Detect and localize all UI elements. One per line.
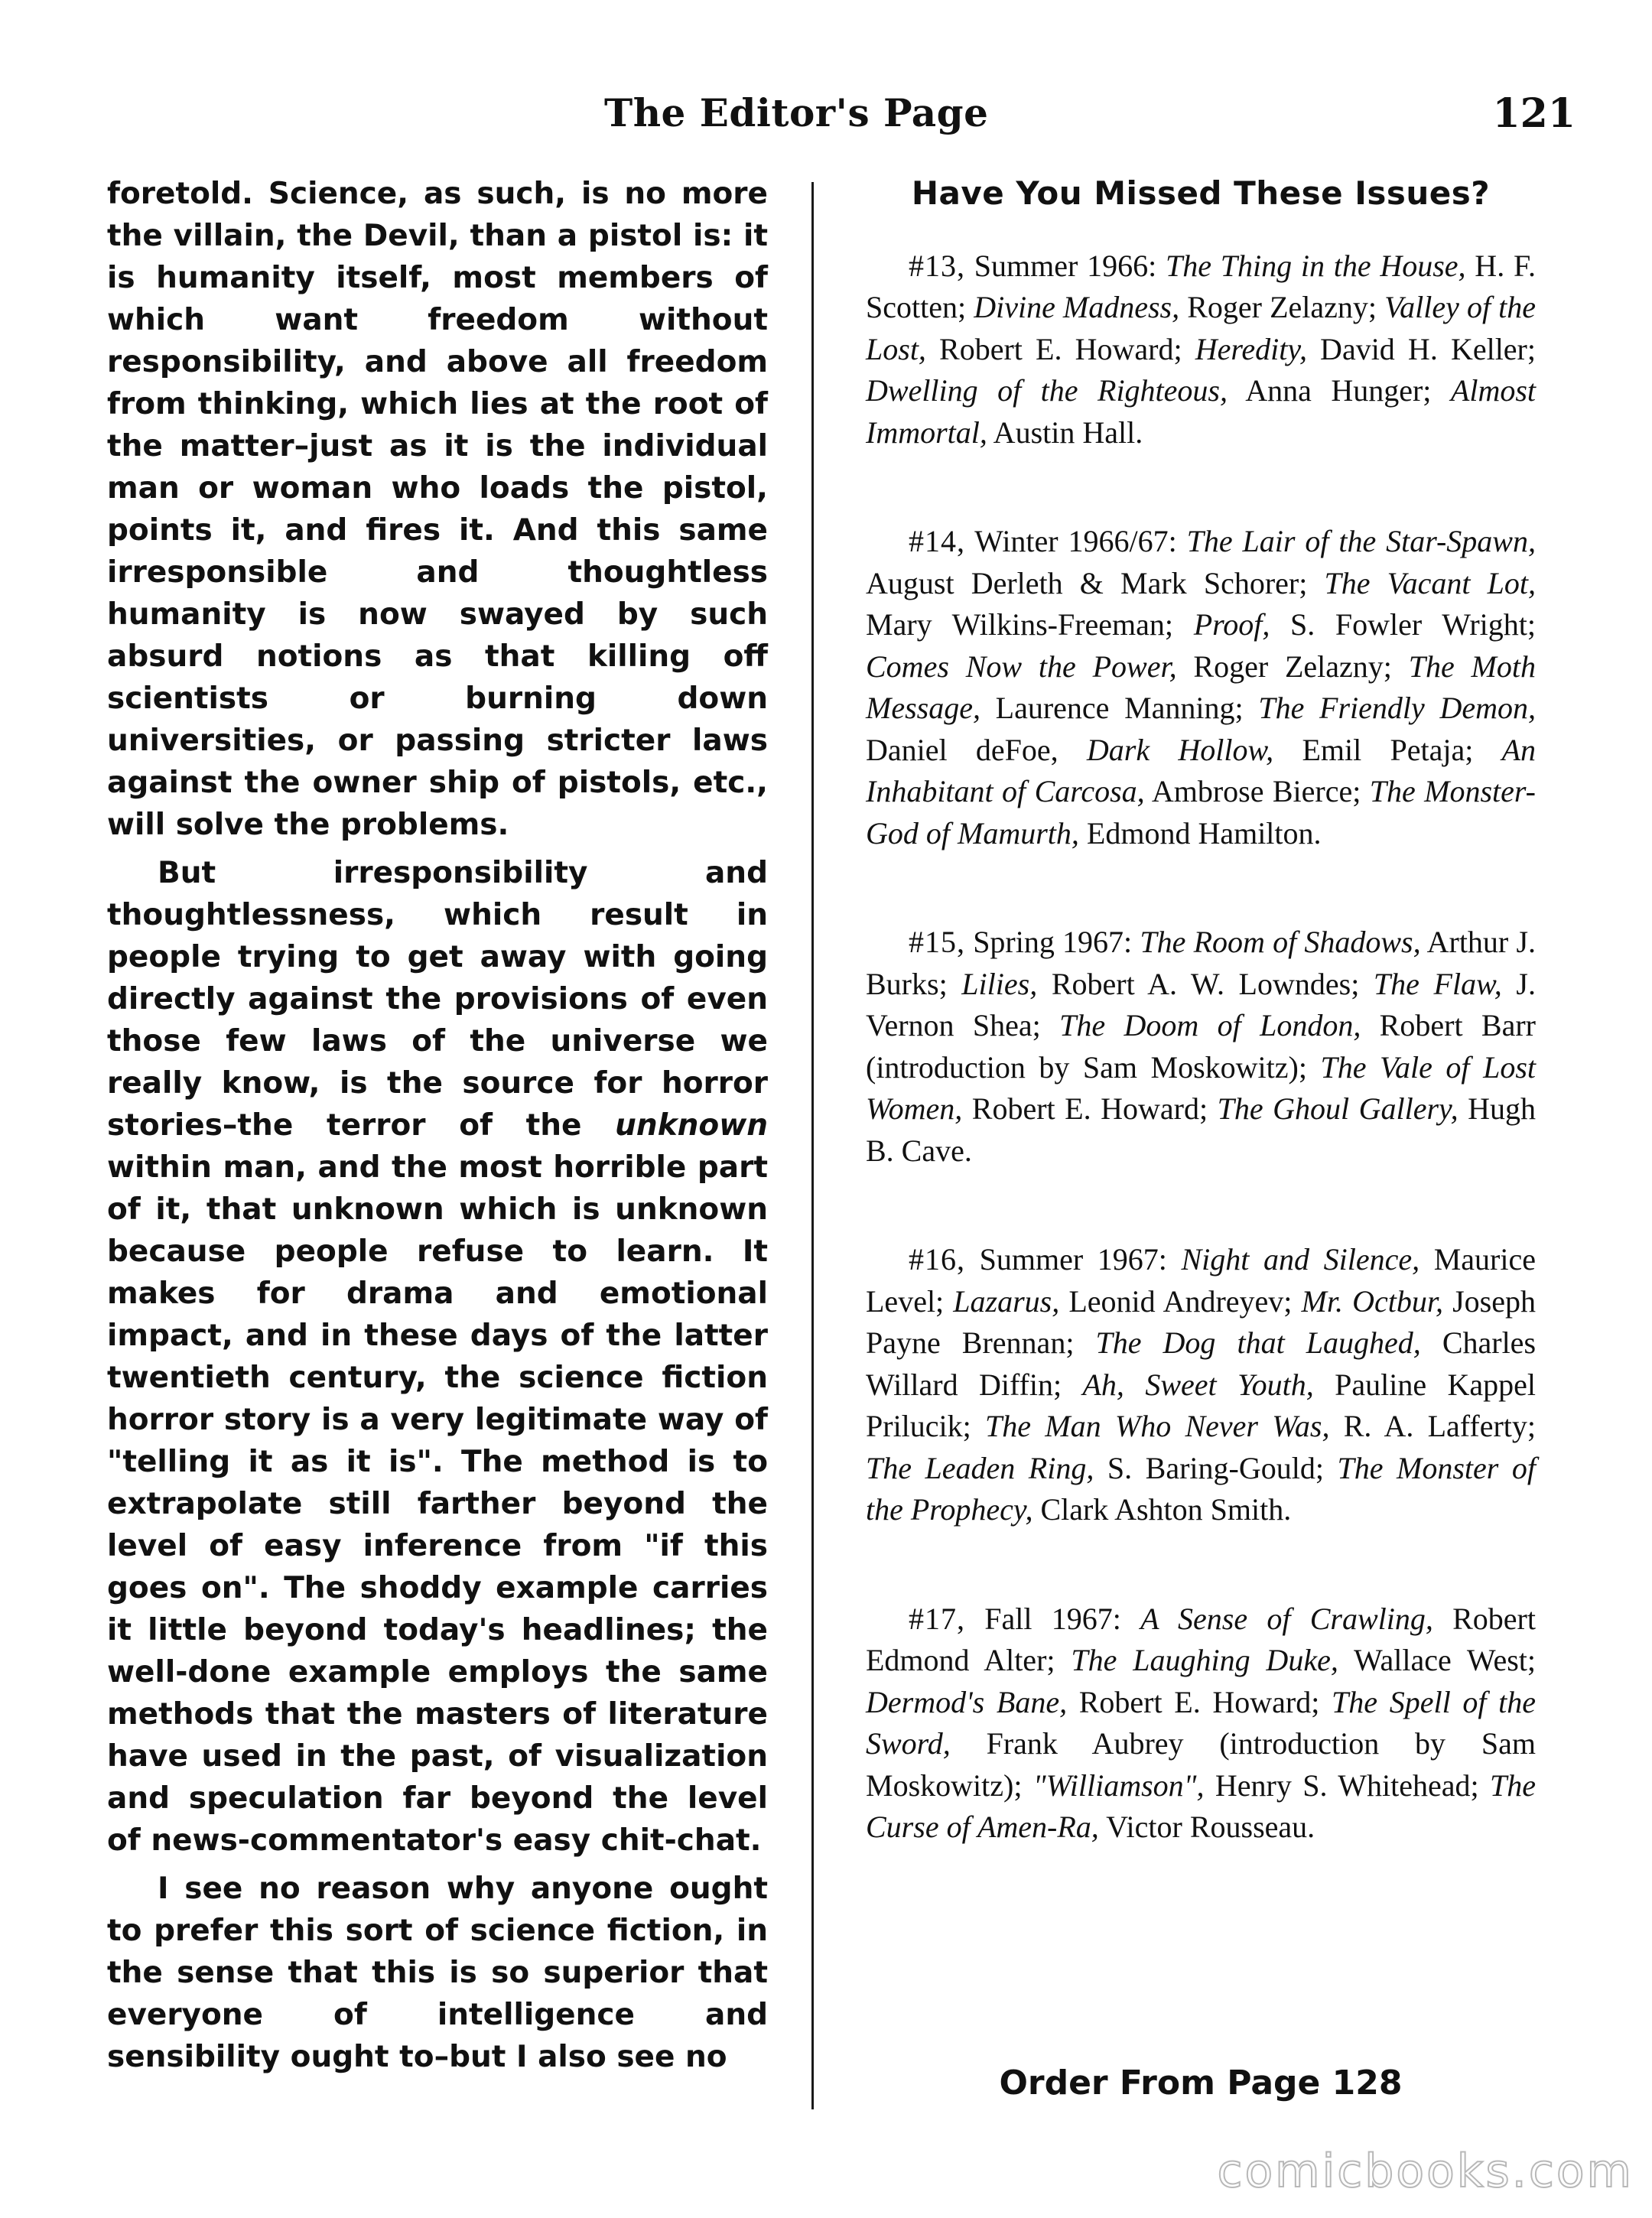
- story-author: S. Baring-Gould;: [1094, 1450, 1338, 1485]
- issue-number: #16,: [909, 1242, 965, 1276]
- story-title: The Thing in the House,: [1165, 248, 1466, 283]
- story-title: Night and Silence,: [1181, 1242, 1420, 1276]
- story-author: J. Vernon Shea;: [866, 966, 1536, 1042]
- issue-date: Summer 1967:: [965, 1242, 1182, 1276]
- story-title: "Williamson",: [1032, 1768, 1205, 1803]
- sidebar-heading: Have You Missed These Issues?: [911, 174, 1491, 212]
- story-title: An Inhabitant of Carcosa,: [866, 732, 1537, 808]
- story-author: Ambrose Bierce;: [1144, 774, 1370, 808]
- story-title: The Vacant Lot,: [1324, 565, 1536, 600]
- story-title: The Leaden Ring,: [866, 1450, 1094, 1485]
- story-author: Leonid Andreyev;: [1059, 1283, 1302, 1319]
- story-title: The Dog that Laughed,: [1095, 1325, 1421, 1360]
- story-title: The Monster of the Prophecy,: [866, 1450, 1536, 1527]
- story-author: Clark Ashton Smith.: [1032, 1492, 1292, 1527]
- issue-listing: [866, 246, 1536, 454]
- issue-date: Summer 1966:: [965, 248, 1166, 283]
- story-author: Charles Willard Diffin;: [866, 1325, 1537, 1402]
- story-title: The Friendly Demon,: [1258, 691, 1536, 725]
- story-title: Comes Now the Power,: [866, 649, 1177, 684]
- issue-date: Spring 1967:: [965, 925, 1140, 959]
- story-author: R. A. Lafferty;: [1329, 1409, 1536, 1443]
- issue-number: #14,: [909, 524, 965, 558]
- story-author: Edmond Hamilton.: [1078, 815, 1322, 850]
- story-title: The Room of Shadows,: [1140, 925, 1421, 959]
- paragraph: I see no reason why anyone ought to prefer this sort of science fiction, in the sense that this is so superior that everyone of intelligence and sensibility ought to–but I also see no: [107, 1872, 768, 2074]
- story-title: The Man Who Never Was,: [985, 1409, 1330, 1443]
- running-title: The Editor's Page: [604, 90, 989, 135]
- story-title: The Ghoul Gallery,: [1217, 1091, 1459, 1126]
- story-author: David H. Keller;: [1306, 331, 1536, 366]
- story-author: S. Fowler Wright;: [1270, 607, 1537, 642]
- order-line: Order From Page 128: [999, 2064, 1403, 2103]
- issue-number: #13,: [909, 248, 965, 283]
- story-title: Dermod's Bane,: [866, 1684, 1068, 1719]
- story-title: Lazarus,: [953, 1283, 1060, 1319]
- story-author: August Derleth & Mark Schorer;: [866, 565, 1325, 600]
- story-author: Austin Hall.: [987, 415, 1143, 450]
- paragraph-text: But irresponsibility and thoughtlessness, which result in people trying to get away with going directly against the provisions of even those few laws of the universe we really know, is the source for horror stories–the terror of the: [107, 856, 768, 1143]
- story-author: Emil Petaja;: [1273, 732, 1502, 767]
- story-title: The Spell of the Sword,: [866, 1684, 1537, 1761]
- page-number: 121: [1492, 90, 1576, 137]
- story-author: Robert E. Howard;: [925, 331, 1195, 366]
- issue-listing: [866, 922, 1536, 1172]
- story-title: The Doom of London,: [1059, 1008, 1361, 1042]
- story-author: Henry S. Whitehead;: [1204, 1768, 1490, 1803]
- story-author: Joseph Payne Brennan;: [866, 1283, 1537, 1360]
- issue-number: #15,: [909, 925, 965, 959]
- story-author: Victor Rousseau.: [1098, 1810, 1315, 1844]
- watermark: comicbooks.com: [1217, 2145, 1634, 2198]
- story-author: Wallace West;: [1338, 1643, 1536, 1677]
- story-title: Valley of the Lost,: [866, 290, 1537, 366]
- story-author: Mary Wilkins-Freeman;: [866, 607, 1194, 642]
- issues-list: [866, 246, 1536, 1849]
- story-title: Mr. Octbur,: [1301, 1283, 1443, 1319]
- paragraph: [107, 852, 768, 1862]
- story-title: Dark Hollow,: [1086, 732, 1274, 767]
- story-title: Lilies,: [961, 966, 1038, 1001]
- story-author: Roger Zelazny;: [1176, 649, 1409, 684]
- story-author: Anna Hunger;: [1228, 373, 1451, 408]
- story-author: Robert E. Howard;: [1067, 1684, 1332, 1719]
- column-divider: [811, 182, 814, 2109]
- story-author: Daniel deFoe,: [866, 732, 1087, 767]
- story-author: Robert A. W. Lowndes;: [1037, 966, 1374, 1001]
- issue-listing: [866, 1239, 1536, 1531]
- story-author: Arthur J. Burks;: [866, 925, 1537, 1001]
- issue-number: #17,: [909, 1601, 965, 1636]
- story-author: Laurence Manning;: [980, 691, 1259, 725]
- editorial-column: [107, 173, 768, 2084]
- story-title: The Moth Message,: [866, 649, 1536, 725]
- story-author: Hugh B. Cave.: [866, 1091, 1537, 1168]
- back-issues-sidebar: [866, 173, 1536, 1916]
- story-author: Frank Aubrey (introduction by Sam Moskowitz);: [866, 1726, 1536, 1803]
- story-title: The Flaw,: [1373, 966, 1502, 1001]
- story-title: A Sense of Crawling,: [1140, 1601, 1433, 1636]
- story-author: H. F. Scotten;: [866, 248, 1536, 324]
- issue-listing: [866, 521, 1536, 854]
- story-author: Robert Edmond Alter;: [866, 1601, 1536, 1677]
- story-title: The Curse of Amen-Ra,: [866, 1768, 1536, 1844]
- story-author: Roger Zelazny;: [1179, 290, 1385, 324]
- paragraph: foretold. Science, as such, is no more the villain, the Devil, than a pistol is: it is humanity itself, most members of which want freedom without responsibility, and above all freedom from thinking, which lies at the root of the matter–just as it is the individual man or woman who loads the pistol, points it, and fires it. And this same irresponsible and thoughtless humanity is now swayed by such absurd notions as that killing off scientists or burning down universities, or passing stricter laws against the owner ship of pistols, etc., will solve the problems.: [107, 177, 768, 842]
- issue-listing: [866, 1598, 1536, 1849]
- emphasis-text: unknown: [615, 1108, 768, 1143]
- page-header: [0, 90, 1652, 151]
- paragraph-text: within man, and the most horrible part of it, that unknown which is unknown because people refuse to learn. It makes for drama and emotional impact, and in these days of the latter twentieth century, the science fiction horror story is a very legitimate way of "telling it as it is". The method is to extrapolate still farther beyond the level of easy inference from "if this goes on". The shoddy example carries it little beyond today's headlines; the well-done example employs the same methods that the masters of literature have used in the past, of visualization and speculation far beyond the level of news-commentator's easy chit-chat.: [107, 1150, 768, 1858]
- story-author: Maurice Level;: [866, 1242, 1536, 1319]
- story-title: The Lair of the Star-Spawn,: [1186, 524, 1536, 558]
- issue-date: Fall 1967:: [965, 1601, 1141, 1636]
- story-title: The Laughing Duke,: [1071, 1643, 1338, 1677]
- issue-date: Winter 1966/67:: [965, 524, 1187, 558]
- story-title: Ah, Sweet Youth,: [1082, 1367, 1314, 1402]
- story-title: The Monster-God of Mamurth,: [866, 774, 1537, 850]
- story-title: The Vale of Lost Women,: [866, 1049, 1537, 1126]
- story-title: Proof,: [1193, 607, 1270, 642]
- story-author: Pauline Kappel Prilucik;: [866, 1367, 1536, 1443]
- story-title: Almost Immortal,: [866, 373, 1537, 450]
- story-author: Robert E. Howard;: [962, 1091, 1218, 1126]
- story-title: Dwelling of the Righteous,: [866, 373, 1228, 408]
- story-title: Heredity,: [1195, 331, 1307, 366]
- story-author: Robert Barr (introduction by Sam Moskowitz);: [866, 1008, 1536, 1085]
- story-title: Divine Madness,: [974, 290, 1180, 324]
